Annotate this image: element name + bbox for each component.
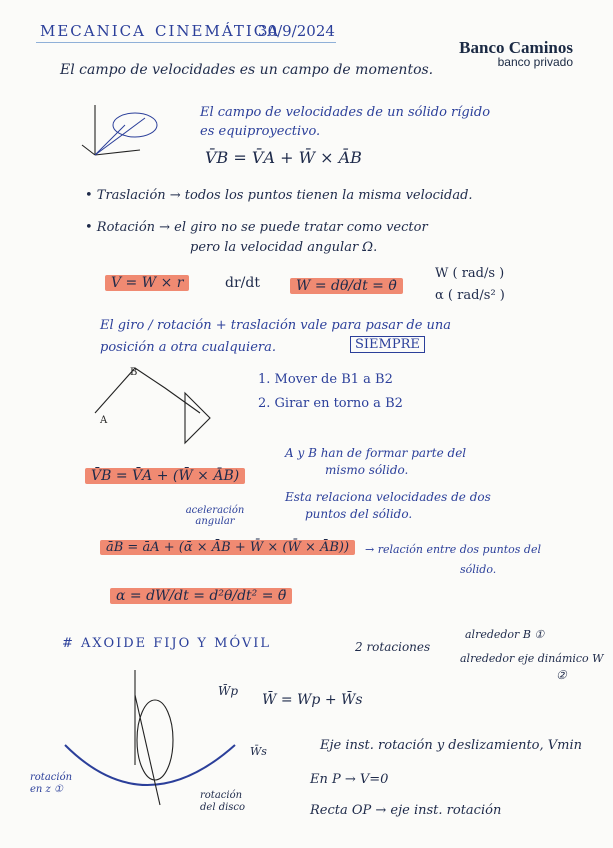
rotated-bar — [185, 393, 210, 443]
formula-w-wrap — [290, 278, 403, 294]
bottom-line2: En P → V=0 — [310, 772, 389, 787]
w-sum: W̄ = Wp + W̄s — [262, 692, 363, 708]
brand-name: Banco Caminos — [459, 38, 573, 57]
equiproj-eq: V̄B = V̄A + W̄ × ĀB — [205, 148, 362, 167]
vector-field-sketch — [80, 100, 180, 160]
title-topic: CINEMÁTICA — [155, 22, 281, 40]
formula-v-wrap — [105, 275, 189, 291]
wp-label: W̄p — [218, 684, 239, 698]
label-B: B — [130, 367, 138, 378]
step-2: 2. Girar en torno a B2 — [258, 396, 403, 411]
title-underline — [36, 42, 336, 43]
siempre-box-wrap — [350, 337, 425, 352]
siempre-box: SIEMPRE — [350, 336, 425, 353]
axoide-rot: 2 rotaciones — [355, 640, 431, 654]
ab-eq-wrap — [100, 540, 355, 555]
units-alpha: α ( rad/s² ) — [435, 288, 505, 303]
bullet-rotacion-cont: pero la velocidad angular Ω. — [190, 240, 378, 255]
formula-w: W = dθ/dt = θ̇ — [290, 278, 403, 294]
op-line — [135, 695, 160, 805]
bullet-rotacion: • Rotación → el giro no se puede tratar como vector — [85, 220, 428, 235]
equiproj-line1: El campo de velocidades de un sólido rígido — [200, 105, 491, 120]
giro-line1: El giro / rotación + traslación vale para pasar de una — [100, 318, 452, 333]
axoide-opt2-num: ② — [556, 668, 567, 682]
ab-label: aceleración angular — [185, 505, 245, 527]
vector-rA — [95, 125, 125, 155]
axoide-opt2: alrededor eje dinámico W — [460, 652, 604, 665]
intro-text: El campo de velocidades es un campo de momentos. — [60, 62, 434, 78]
vb-note1: A y B han de formar parte del — [285, 446, 467, 460]
bar-motion-sketch — [90, 363, 220, 448]
equiproj-line2: es equiproyectivo. — [200, 124, 321, 139]
axis-x — [82, 145, 95, 155]
rot-disco-label: rotación del disco — [200, 790, 246, 813]
vb-eq-wrap — [85, 468, 245, 484]
bar-chain — [95, 368, 200, 413]
formula-v: V = W × r — [105, 275, 189, 291]
ws-label: W̄s — [250, 745, 267, 758]
units-w: W ( rad/s ) — [435, 266, 505, 281]
vb-note1b: mismo sólido. — [325, 463, 409, 477]
ab-eq: āB = āA + (ᾱ × ĀB + W̄ × (W̄ × ĀB)) — [100, 540, 355, 555]
label-A: A — [100, 415, 108, 426]
step-1: 1. Mover de B1 a B2 — [258, 372, 393, 387]
title-date: 30/9/2024 — [258, 22, 335, 40]
axoide-title: # AXOIDE FIJO Y MÓVIL — [62, 636, 272, 651]
rot-z-label: rotación en z ① — [30, 772, 73, 795]
alpha-eq: α = dW/dt = d²θ/dt² = θ̈ — [110, 588, 292, 604]
formula-dr: dr/dt — [225, 275, 260, 291]
disc — [137, 700, 173, 780]
bullet-traslacion: • Traslación → todos los puntos tienen la misma velocidad. — [85, 188, 473, 203]
ab-note: → relación entre dos puntos del — [365, 543, 541, 556]
ab-noteb: sólido. — [460, 563, 497, 576]
axoide-opt1: alrededor B ① — [465, 628, 545, 641]
vb-note2: Esta relaciona velocidades de dos — [285, 490, 491, 504]
vb-eq: V̄B = V̄A + (W̄ × ĀB) — [85, 468, 245, 484]
bottom-line1: Eje inst. rotación y deslizamiento, Vmin — [320, 738, 583, 753]
axis-y — [95, 150, 140, 155]
vb-note2b: puntos del sólido. — [305, 507, 413, 521]
alpha-eq-wrap — [110, 588, 292, 604]
giro-line2: posición a otra cualquiera. — [100, 340, 276, 355]
bottom-line3: Recta OP → eje inst. rotación — [310, 803, 502, 818]
title-mecanica: MECANICA — [40, 22, 146, 40]
brand-tagline: banco privado — [497, 55, 573, 69]
